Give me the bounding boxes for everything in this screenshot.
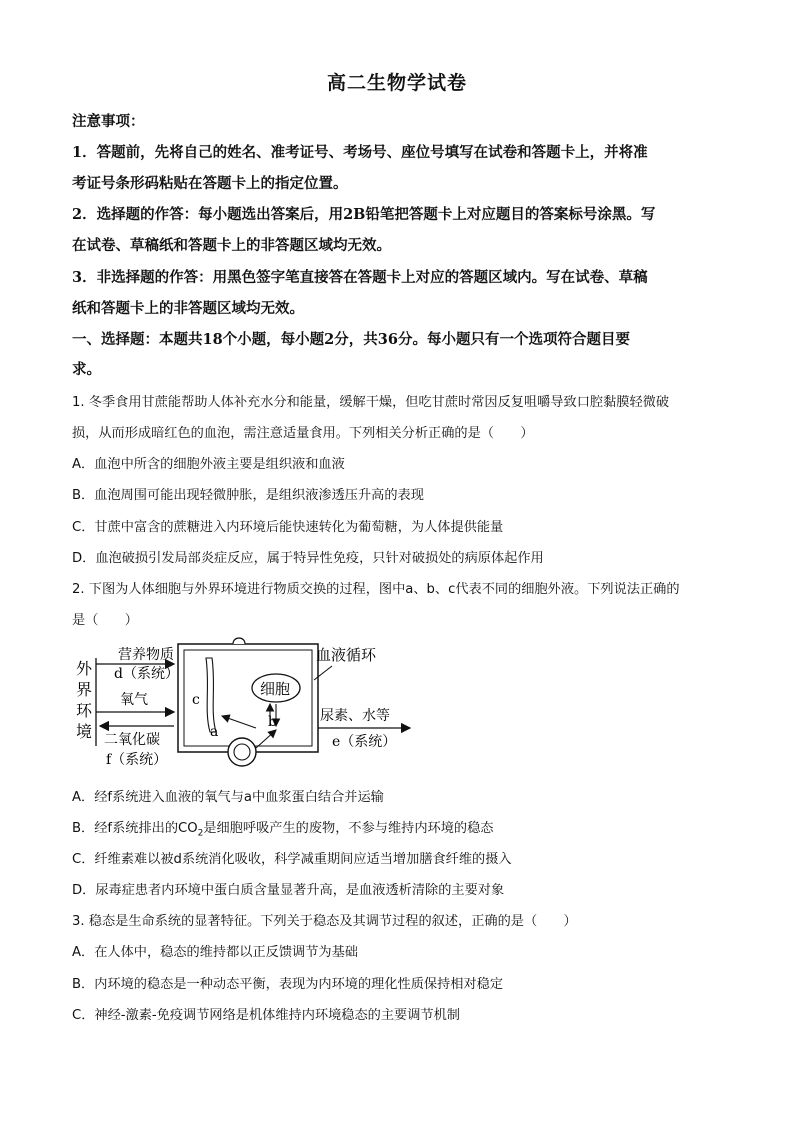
outer-env-char: 境 xyxy=(76,722,93,741)
label-c: c xyxy=(192,692,200,708)
q2-option-c: C．纤维素难以被d系统消化吸收，科学减重期间应适当增加膳食纤维的摄入 xyxy=(72,852,512,867)
notice-item: 2．选择题的作答：每小题选出答案后，用2B铅笔把答题卡上对应题目的答案标号涂黑。写 xyxy=(72,206,656,223)
section-heading: 一、选择题：本题共18个小题，每小题2分，共36分。每小题只有一个选项符合题目要 xyxy=(72,331,630,348)
q1-option-b: B．血泡周围可能出现轻微肿胀，是组织液渗透压升高的表现 xyxy=(72,488,424,503)
d-system-label: d（系统） xyxy=(114,666,179,682)
q2-option-b-post: 是细胞呼吸产生的废物，不参与维持内环境的稳态 xyxy=(203,821,494,836)
a-arrow xyxy=(222,716,256,728)
notice-heading: 注意事项： xyxy=(72,113,145,130)
cell-label: 细胞 xyxy=(260,680,291,698)
q2-option-b-sub: 2 xyxy=(197,828,204,839)
q3-option-c: C．神经-激素-免疫调节网络是机体维持内环境稳态的主要调节机制 xyxy=(72,1008,460,1023)
q1-stem: 1. 冬季食用甘蔗能帮助人体补充水分和能量，缓解干燥，但吃甘蔗时常因反复咀嚼导致口腔黏膜轻微破 xyxy=(72,395,670,410)
outer-env-char: 环 xyxy=(76,701,93,720)
blood-circulation-pointer xyxy=(314,666,332,680)
notice-item: 1．答题前，先将自己的姓名、准考证号、考场号、座位号填写在试卷和答题卡上，并将准 xyxy=(72,144,648,161)
section-heading-cont: 求。 xyxy=(72,361,101,378)
f-system-label: f（系统） xyxy=(106,752,168,768)
outer-env-char: 界 xyxy=(76,680,93,699)
nutrients-label: 营养物质 xyxy=(118,647,174,663)
notice-item: 纸和答题卡上的非答题区域均无效。 xyxy=(72,300,304,317)
q2-option-a: A．经f系统进入血液的氧气与a中血浆蛋白结合并运输 xyxy=(72,790,384,805)
q1-option-c: C．甘蔗中富含的蔗糖进入内环境后能快速转化为葡萄糖，为人体提供能量 xyxy=(72,520,504,535)
q1-option-a: A．血泡中所含的细胞外液主要是组织液和血液 xyxy=(72,457,345,472)
q3-option-b: B．内环境的稳态是一种动态平衡，表现为内环境的理化性质保持相对稳定 xyxy=(72,977,504,992)
blood-circulation-label: 血液循环 xyxy=(316,646,377,664)
q2-option-b-pre: B．经f系统排出的CO xyxy=(72,821,198,836)
box-notch xyxy=(233,638,245,644)
lymph-vessel xyxy=(206,658,216,732)
q3-option-a: A．在人体中，稳态的维持都以正反馈调节为基础 xyxy=(72,945,358,960)
exchange-diagram xyxy=(70,636,430,772)
q2-stem: 2. 下图为人体细胞与外界环境进行物质交换的过程，图中a、b、c代表不同的细胞外液。下列说法正确的 xyxy=(72,582,680,597)
notice-item: 3．非选择题的作答：用黑色签字笔直接答在答题卡上对应的答题区域内。写在试卷、草稿 xyxy=(72,269,648,286)
label-a: a xyxy=(210,724,219,740)
co2-label: 二氧化碳 xyxy=(104,732,160,748)
urea-label: 尿素、水等 xyxy=(320,708,390,724)
outer-env-char: 外 xyxy=(76,659,93,678)
q1-stem-cont: 损，从而形成暗红色的血泡，需注意适量食用。下列相关分析正确的是（ ） xyxy=(72,426,534,441)
notice-item: 考证号条形码粘贴在答题卡上的指定位置。 xyxy=(72,175,348,192)
oxygen-label: 氧气 xyxy=(120,692,148,708)
q2-stem-cont: 是（ ） xyxy=(72,613,138,628)
notice-item: 在试卷、草稿纸和答题卡上的非答题区域均无效。 xyxy=(72,237,391,254)
label-b: b xyxy=(268,714,277,730)
e-system-label: e（系统） xyxy=(332,734,397,750)
q3-stem: 3. 稳态是生命系统的显著特征。下列关于稳态及其调节过程的叙述，正确的是（ ） xyxy=(72,914,577,929)
blood-vessel-outer xyxy=(228,738,256,766)
vessel-to-b-arrow xyxy=(256,730,276,748)
q2-option-b xyxy=(72,817,493,839)
q1-option-d: D．血泡破损引发局部炎症反应，属于特异性免疫，只针对破损处的病原体起作用 xyxy=(72,551,544,566)
q2-option-d: D．尿毒症患者内环境中蛋白质含量显著升高，是血液透析清除的主要对象 xyxy=(72,883,505,898)
page-title: 高二生物学试卷 xyxy=(326,72,467,94)
